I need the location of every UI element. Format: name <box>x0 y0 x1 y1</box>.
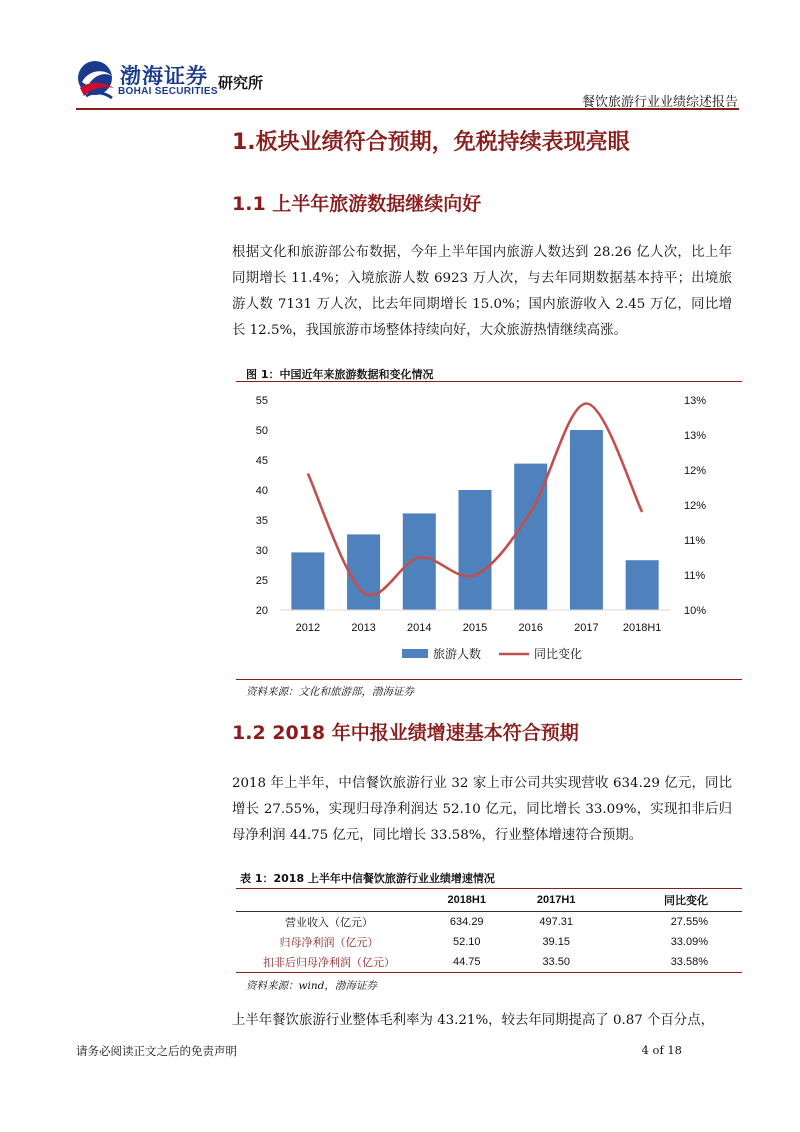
y2-axis-tick-label: 12% <box>684 465 707 477</box>
y-axis-tick-label: 50 <box>255 425 268 437</box>
x-axis-tick-label: 2014 <box>407 622 432 634</box>
table-source: 资料来源：wind，渤海证券 <box>246 980 377 992</box>
bohai-logo-icon <box>76 58 116 102</box>
y-axis-tick-label: 35 <box>255 515 268 527</box>
table-cell: 27.55% <box>670 916 708 928</box>
table-header-cell <box>236 889 422 912</box>
brand-name-cn: 渤海证券 <box>120 64 208 88</box>
table-cell: 44.75 <box>422 952 511 973</box>
figure-top-rule <box>236 381 742 382</box>
bar <box>291 552 324 610</box>
legend-swatch-bar <box>402 649 428 658</box>
subsection-1-1-title: 1.1 上半年旅游数据继续向好 <box>232 193 482 215</box>
bar <box>459 490 492 610</box>
page-number: 4 of 18 <box>641 1043 682 1057</box>
figure-bottom-rule <box>236 679 742 680</box>
legend-label: 旅游人数 <box>433 647 482 661</box>
table-cell: 39.15 <box>542 936 570 948</box>
table-header-cell: 2018H1 <box>422 889 511 912</box>
header-divider <box>76 108 739 110</box>
legend-label: 同比变化 <box>534 647 583 661</box>
tourism-chart <box>236 384 742 676</box>
table-row <box>236 932 742 952</box>
figure-title: 图 1：中国近年来旅游数据和变化情况 <box>246 368 434 381</box>
y2-axis-tick-label: 10% <box>684 605 707 617</box>
footer-disclaimer: 请务必阅读正文之后的免责声明 <box>76 1044 237 1058</box>
bar <box>347 534 380 610</box>
x-axis-tick-label: 2017 <box>574 622 599 634</box>
y2-axis-tick-label: 11% <box>684 570 706 582</box>
section-title: 1.板块业绩符合预期，免税持续表现亮眼 <box>232 130 630 155</box>
table-cell: 497.31 <box>539 916 574 928</box>
y-axis-tick-label: 45 <box>255 455 268 467</box>
table-cell: 33.09% <box>670 936 708 948</box>
y2-axis-tick-label: 12% <box>684 500 707 512</box>
subsection-1-2-title: 1.2 2018 年中报业绩增速基本符合预期 <box>232 722 579 744</box>
table-header-cell: 同比变化 <box>601 889 742 912</box>
x-axis-tick-label: 2012 <box>295 622 321 634</box>
row-label: 扣非后归母净利润（亿元） <box>236 952 422 973</box>
table-header-row <box>236 889 742 912</box>
row-label: 营业收入（亿元） <box>285 916 373 929</box>
y-axis-tick-label: 20 <box>255 605 268 617</box>
table-title: 表 1：2018 上半年中信餐饮旅游行业业绩增速情况 <box>240 872 495 885</box>
table-cell: 33.50 <box>511 952 600 973</box>
table-cell: 634.29 <box>449 916 484 928</box>
x-axis-tick-label: 2018H1 <box>622 622 662 634</box>
x-axis-tick-label: 2013 <box>351 622 376 634</box>
bar <box>626 560 659 610</box>
paragraph-gross-margin: 上半年餐饮旅游行业整体毛利率为 43.21%，较去年同期提高了 0.87 个百分点， <box>232 1013 714 1028</box>
y-axis-tick-label: 40 <box>255 485 268 497</box>
table-cell: 52.10 <box>452 936 481 948</box>
x-axis-tick-label: 2015 <box>462 622 488 634</box>
y2-axis-tick-label: 11% <box>684 535 706 547</box>
bar <box>570 430 603 610</box>
table-row <box>236 912 742 933</box>
row-label: 归母净利润（亿元） <box>279 936 379 949</box>
y-axis-tick-label: 55 <box>255 395 268 407</box>
brand-name-en: BOHAI SECURITIES <box>118 86 218 97</box>
table-row <box>236 952 742 973</box>
performance-table <box>236 888 742 973</box>
department-label: 研究所 <box>218 74 264 92</box>
figure-source: 资料来源：文化和旅游部，渤海证券 <box>246 686 414 698</box>
table-header-cell: 2017H1 <box>511 889 600 912</box>
paragraph-tourism-data: 根据文化和旅游部公布数据，今年上半年国内旅游人数达到 28.26 亿人次，比上年同期增长 11.4%；入境旅游人数 6923 万人次，与去年同期数据基本持平；出境旅游人数 7131 万人次，比去年同期增长 15.0%；国内旅游收入 2.45 万亿，同比增长 12.5%，我国旅游市场整体持续向好，大众旅游热情继续高涨。 <box>232 245 732 338</box>
y-axis-tick-label: 25 <box>255 575 268 587</box>
bar <box>403 513 436 610</box>
y2-axis-tick-label: 13% <box>684 395 707 407</box>
y2-axis-tick-label: 13% <box>684 430 707 442</box>
table-cell: 33.58% <box>601 952 742 973</box>
paragraph-h1-results: 2018 年上半年，中信餐饮旅游行业 32 家上市公司共实现营收 634.29 亿元，同比增长 27.55%，实现归母净利润达 52.10 亿元，同比增长 33.09%，实现扣非后归母净利润 44.75 亿元，同比增长 33.58%，行业整体增速符合预期。 <box>232 776 732 843</box>
y-axis-tick-label: 30 <box>255 545 268 557</box>
x-axis-tick-label: 2016 <box>518 622 543 634</box>
report-title: 餐饮旅游行业业绩综述报告 <box>581 95 738 110</box>
